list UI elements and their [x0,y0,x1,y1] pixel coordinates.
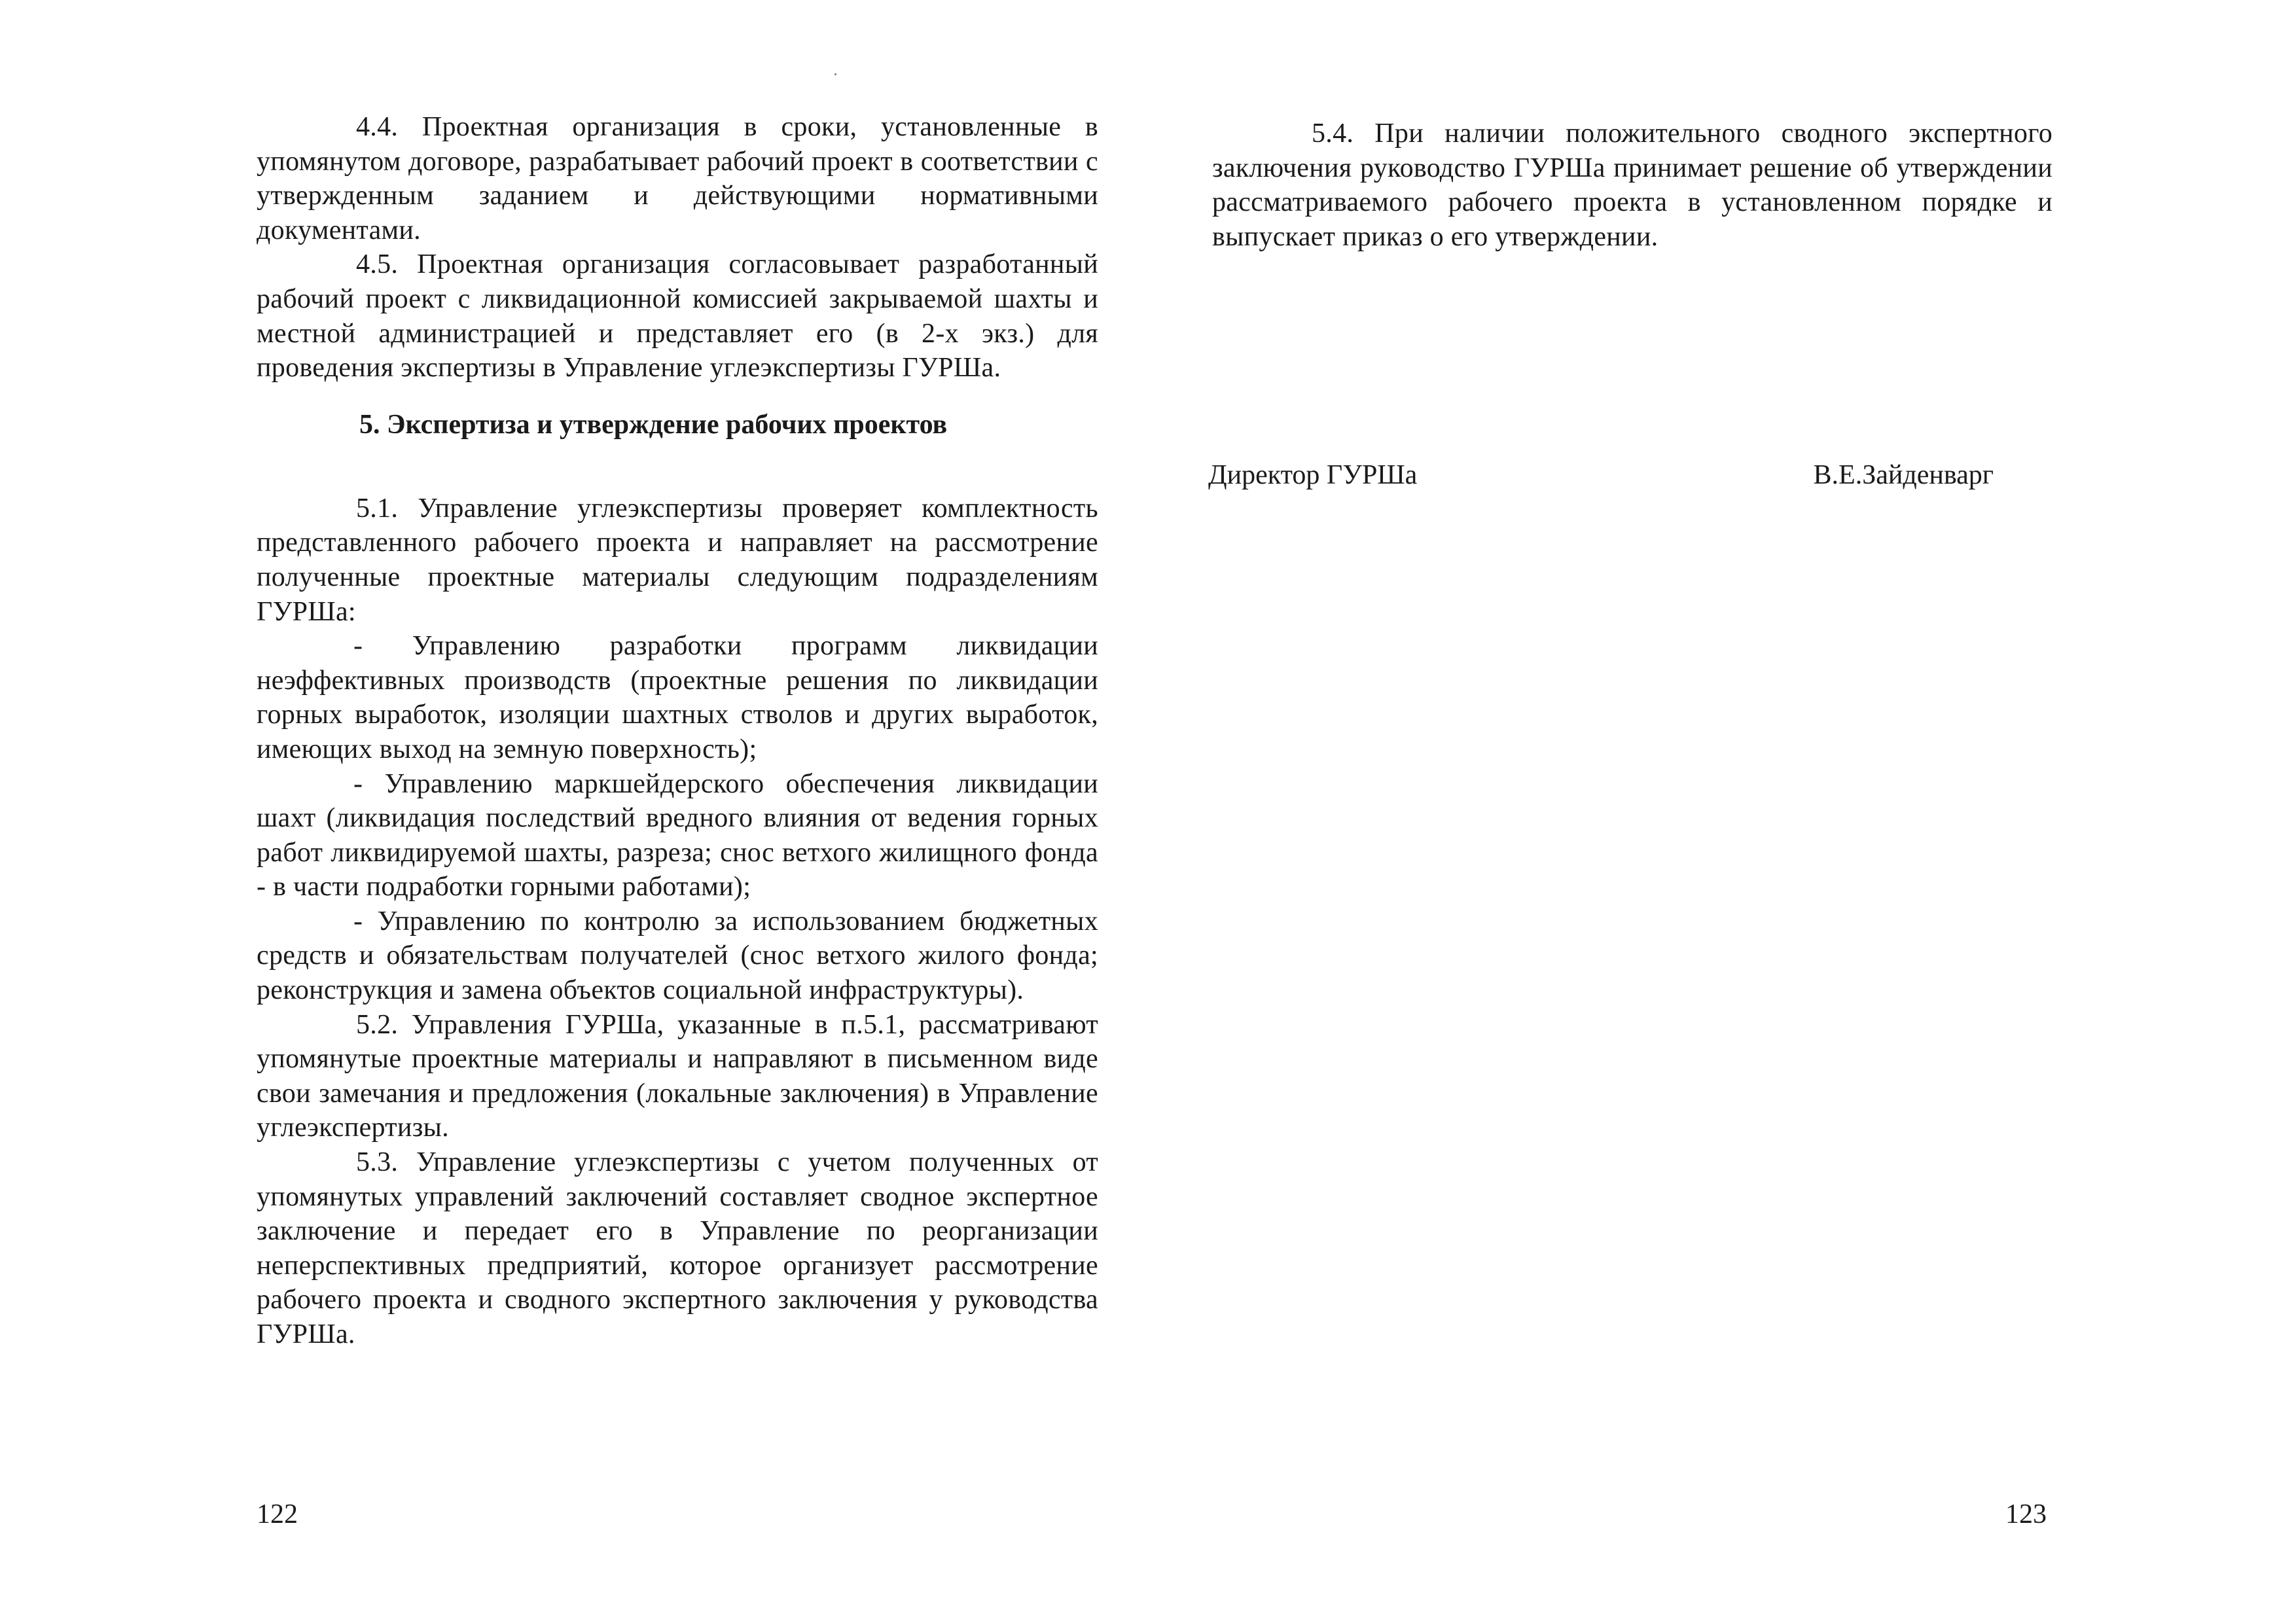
signature-title: Директор ГУРШа [1208,460,1418,490]
scan-speck [834,73,836,75]
paragraph-4-5: 4.5. Проектная организация согласовывает разработанный рабочий проект с ликвидационной комиссией закрываемой шахты и местной администрацией и представляет его (в 2-х экз.) для проведения экспертизы в Управление углеэкспертизы ГУРШа. [257,249,1098,383]
left-page-body [257,110,1098,1352]
paragraph-5-3: 5.3. Управление углеэкспертизы с учетом полученных от упомянутых управлений заключений составляет сводное экспертное заключение и передает его в Управление по реорганизации неперспективных предприятий, которое организует рассмотрение рабочего проекта и сводного экспертного заключения у руководства ГУРШа. [257,1147,1098,1349]
right-page-body [1212,116,2053,254]
paragraph-5-1-item-1: - Управлению разработки программ ликвидации неэффективных производств (проектные решения по ликвидации горных выработок, изоляции шахтных стволов и других выработок, имеющих выход на земную поверхность); [257,631,1098,764]
paragraph-5-4: 5.4. При наличии положительного сводного экспертного заключения руководство ГУРШа принимает решение об утверждении рассматриваемого рабочего проекта в установленном порядке и выпускает приказ о его утверждении. [1212,118,2053,252]
page-number-right: 123 [2005,1499,2047,1529]
paragraph-5-2: 5.2. Управления ГУРШа, указанные в п.5.1, рассматривают упомянутые проектные материалы и направляют в письменном виде свои замечания и предложения (локальные заключения) в Управление углеэкспертизы. [257,1009,1098,1143]
paragraph-5-1: 5.1. Управление углеэкспертизы проверяет комплектность представленного рабочего проекта и направляет на рассмотрение полученные проектные материалы следующим подразделениям ГУРШа: [257,493,1098,627]
signature-block [1208,458,1994,492]
right-page [1148,0,2296,1623]
paragraph-5-1-item-3: - Управлению по контролю за использованием бюджетных средств и обязательствам получателей (снос ветхого жилого фонда; реконструкция и замена объектов социальной инфраструктуры). [257,906,1098,1006]
section-heading: 5. Экспертиза и утверждение рабочих проектов [359,409,948,440]
paragraph-5-1-item-2: - Управлению маркшейдерского обеспечения ликвидации шахт (ликвидация последствий вредного влияния от ведения горных работ ликвидируемой шахты, разреза; снос ветхого жилищного фонда - в части подработки горными работами); [257,768,1098,902]
page-number-left: 122 [257,1499,298,1529]
signature-name: В.Е.Зайденварг [1813,460,1994,490]
paragraph-4-4: 4.4. Проектная организация в сроки, установленные в упомянутом договоре, разрабатывает рабочий проект в соответствии с утвержденным заданием и действующими нормативными документами. [257,112,1098,245]
